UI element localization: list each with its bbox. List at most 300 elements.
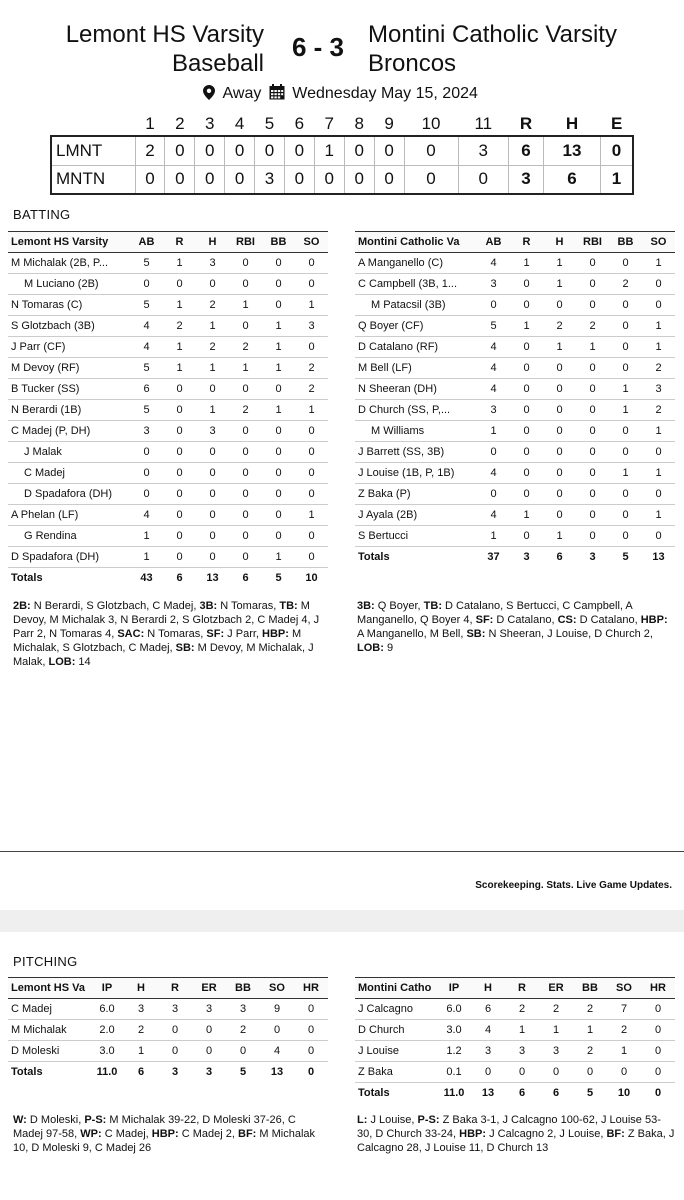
stat-value: 0: [641, 1020, 675, 1041]
note-text: M Devoy, M Michalak, J Malak,: [13, 642, 314, 668]
total-value: 3: [523, 551, 530, 564]
inning-runs: 0: [225, 165, 255, 194]
inning-runs: 0: [284, 165, 314, 194]
note-text: D Catalano,: [493, 614, 558, 626]
stat-value: 5: [130, 295, 163, 316]
inning-header: 9: [384, 113, 394, 133]
totals-label: Totals: [358, 551, 390, 564]
stat-value: 0: [163, 442, 196, 463]
stat-value: 0: [158, 1041, 192, 1062]
stat-value: 0: [196, 379, 229, 400]
stat-value: 0: [609, 442, 642, 463]
batter-row: [8, 253, 328, 274]
stat-value: 1: [196, 400, 229, 421]
inning-runs: 3: [255, 165, 285, 194]
inning-runs: 0: [344, 136, 374, 165]
inning-header: 2: [175, 113, 185, 133]
player-name: C Madej: [8, 463, 130, 484]
note-text: M Michalak 10, D Moleski 9, C Madej 26: [13, 1128, 316, 1154]
stat-value: 0: [163, 400, 196, 421]
player-name: C Madej (P, DH): [8, 421, 130, 442]
hits-header: H: [565, 113, 579, 133]
totals-label: Totals: [11, 572, 43, 585]
stat-value: 1.2: [437, 1041, 471, 1062]
note-text: Z Baka 3-1, J Calcagno 100-62, J Louise 53-30, D Church 33-24,: [357, 1114, 661, 1140]
note-text: Z Baka, J Calcagno 28, J Louise 11, D Church 13: [357, 1128, 675, 1154]
team-errors: 0: [600, 136, 633, 165]
column-header: RBI: [229, 232, 262, 253]
stat-value: 0: [262, 463, 295, 484]
note-text: D Moleski,: [26, 1114, 85, 1126]
stat-value: 0: [130, 463, 163, 484]
inning-header: 11: [474, 113, 493, 133]
column-header: ER: [192, 978, 226, 999]
team-col-header: [51, 112, 135, 136]
inning-runs: 2: [135, 136, 165, 165]
player-name: M Devoy (RF): [8, 358, 130, 379]
stat-value: 1: [642, 337, 675, 358]
batter-row: [8, 379, 328, 400]
home-pitching-notes: [357, 1113, 675, 1155]
stat-value: 0: [576, 400, 609, 421]
stat-value: 6.0: [90, 999, 124, 1020]
total-value: 3: [589, 551, 596, 564]
stat-value: 0: [130, 274, 163, 295]
stat-value: 0: [576, 526, 609, 547]
inning-runs: 0: [314, 165, 344, 194]
pitcher-row: [355, 1020, 675, 1041]
note-text: J Parr,: [224, 628, 263, 640]
stat-value: 0: [196, 526, 229, 547]
stat-value: 1: [163, 337, 196, 358]
stat-value: 1: [510, 253, 543, 274]
player-name: J Louise (1B, P, 1B): [355, 463, 477, 484]
section-divider: [0, 851, 684, 852]
stat-value: 0: [543, 421, 576, 442]
stat-value: 4: [477, 379, 510, 400]
batter-row: [355, 316, 675, 337]
total-value: 6: [137, 1066, 145, 1079]
stat-value: 1: [477, 421, 510, 442]
pitching-section-title: PITCHING: [13, 954, 78, 969]
location-label: Away: [222, 85, 262, 102]
stat-value: 0: [163, 526, 196, 547]
stat-value: 0: [229, 274, 262, 295]
stat-value: 1: [642, 505, 675, 526]
stat-value: 4: [477, 253, 510, 274]
batter-row: [8, 316, 328, 337]
note-text: M Devoy, M Michalak 3, N Berardi 2, S Glotzbach 2, C Madej 4, J Parr 2, N Tomaras 4,: [13, 600, 320, 640]
stat-value: 0: [192, 1041, 226, 1062]
stat-value: 4: [477, 337, 510, 358]
column-header: R: [163, 232, 196, 253]
stat-value: 4: [477, 358, 510, 379]
stat-value: 0: [295, 337, 328, 358]
stat-value: 2: [295, 358, 328, 379]
stat-value: 0: [196, 463, 229, 484]
stat-value: 1: [642, 421, 675, 442]
stat-value: 1: [510, 316, 543, 337]
inning-runs: 0: [344, 165, 374, 194]
stat-value: 9: [260, 999, 294, 1020]
stat-value: 2.0: [90, 1020, 124, 1041]
stat-value: 0: [294, 1020, 328, 1041]
stat-value: 0: [262, 295, 295, 316]
stat-value: 0: [510, 379, 543, 400]
stat-value: 1: [130, 547, 163, 568]
stat-value: 0: [609, 253, 642, 274]
stat-value: 3.0: [90, 1041, 124, 1062]
stat-value: 2: [196, 337, 229, 358]
total-value: 0: [654, 1087, 662, 1100]
stat-value: 2: [163, 316, 196, 337]
total-value: 6: [518, 1087, 526, 1100]
column-header: SO: [607, 978, 641, 999]
player-name: G Rendina: [8, 526, 130, 547]
total-value: 13: [652, 551, 665, 564]
stat-value: 0: [609, 295, 642, 316]
home-batting-table: [355, 231, 675, 568]
stat-value: 0: [543, 442, 576, 463]
column-header: H: [196, 232, 229, 253]
note-label: SB:: [466, 628, 486, 640]
stat-value: 2: [573, 999, 607, 1020]
stat-value: 1: [609, 400, 642, 421]
player-name: D Catalano (RF): [355, 337, 477, 358]
player-name: D Moleski: [8, 1041, 90, 1062]
batter-row: [355, 400, 675, 421]
total-value: 13: [481, 1087, 495, 1100]
stat-value: 4: [130, 337, 163, 358]
totals-row: [355, 1083, 675, 1104]
stat-value: 0: [477, 484, 510, 505]
away-pitching-notes: [13, 1113, 328, 1155]
note-label: SAC:: [117, 628, 145, 640]
total-value: 6: [556, 551, 563, 564]
column-header: BB: [226, 978, 260, 999]
total-value: 5: [275, 572, 282, 585]
stat-value: 0: [609, 316, 642, 337]
note-text: M Michalak 39-22, D Moleski 37-26, C Madej 97-58,: [13, 1114, 296, 1140]
total-value: 5: [586, 1087, 594, 1100]
batter-row: [355, 379, 675, 400]
stat-value: 0: [262, 442, 295, 463]
batter-row: [8, 400, 328, 421]
stat-value: 1: [295, 400, 328, 421]
total-value: 6: [242, 572, 249, 585]
stat-value: 1: [196, 316, 229, 337]
note-text: 14: [75, 656, 91, 668]
away-team-name: Lemont HS Varsity Baseball: [65, 21, 264, 77]
stat-value: 6: [471, 999, 505, 1020]
stat-value: 1: [576, 337, 609, 358]
stat-value: 0: [229, 505, 262, 526]
stat-value: 1: [543, 526, 576, 547]
stat-value: 0: [642, 442, 675, 463]
stat-value: 2: [576, 316, 609, 337]
pitcher-row: [355, 999, 675, 1020]
total-value: 3: [205, 1066, 213, 1079]
note-label: SB:: [175, 642, 195, 654]
stat-value: 0: [295, 421, 328, 442]
stat-value: 0: [196, 547, 229, 568]
stat-value: 0: [229, 253, 262, 274]
stat-value: 0: [510, 400, 543, 421]
totals-label: Totals: [358, 1087, 390, 1100]
stat-value: 0.1: [437, 1062, 471, 1083]
stat-value: 1: [573, 1020, 607, 1041]
player-name: M Michalak (2B, P...: [8, 253, 130, 274]
total-value: 11.0: [96, 1066, 118, 1079]
stat-value: 0: [294, 1041, 328, 1062]
inning-header: 7: [324, 113, 335, 133]
player-name: D Church (SS, P,...: [355, 400, 477, 421]
stat-value: 0: [510, 421, 543, 442]
batter-row: [8, 547, 328, 568]
stat-value: 4: [130, 316, 163, 337]
column-header: BB: [609, 232, 642, 253]
player-name: J Ayala (2B): [355, 505, 477, 526]
stat-value: 5: [130, 253, 163, 274]
stat-value: 0: [163, 484, 196, 505]
away-pitching-table: [8, 977, 328, 1083]
column-header: AB: [477, 232, 510, 253]
total-value: 10: [617, 1087, 631, 1100]
player-name: M Luciano (2B): [8, 274, 130, 295]
column-header: R: [505, 978, 539, 999]
stat-value: 1: [477, 526, 510, 547]
stat-value: 0: [609, 484, 642, 505]
total-value: 0: [307, 1066, 315, 1079]
note-label: BF:: [238, 1128, 257, 1140]
stat-value: 5: [130, 358, 163, 379]
stat-value: 0: [262, 505, 295, 526]
tagline: Scorekeeping. Stats. Live Game Updates.: [475, 880, 672, 891]
batter-row: [8, 505, 328, 526]
stat-value: 1: [163, 358, 196, 379]
inning-header: 1: [145, 113, 155, 133]
stat-value: 0: [295, 442, 328, 463]
total-value: 43: [140, 572, 153, 585]
stat-value: 3: [130, 421, 163, 442]
location-pin-icon: [203, 85, 215, 100]
inning-runs: 3: [458, 136, 508, 165]
stat-value: 0: [295, 547, 328, 568]
inning-runs: 0: [374, 165, 404, 194]
stat-value: 0: [642, 274, 675, 295]
stat-value: 0: [229, 526, 262, 547]
note-text: A Manganello, M Bell,: [357, 628, 467, 640]
pitcher-row: [8, 1041, 328, 1062]
player-name: Z Baka (P): [355, 484, 477, 505]
batter-row: [8, 484, 328, 505]
game-header: [0, 18, 684, 78]
stat-value: 0: [576, 421, 609, 442]
inning-header: 6: [294, 113, 305, 133]
stat-value: 1: [163, 253, 196, 274]
stat-value: 0: [510, 358, 543, 379]
stat-value: 1: [262, 400, 295, 421]
away-batting-table: [8, 231, 328, 589]
total-value: 11.0: [443, 1087, 465, 1100]
stat-value: 0: [294, 999, 328, 1020]
line-score: [50, 112, 634, 195]
column-header: SO: [642, 232, 675, 253]
stat-value: 0: [163, 421, 196, 442]
stat-value: 0: [539, 1062, 573, 1083]
total-value: 6: [552, 1087, 560, 1100]
note-text: C Madej 2,: [178, 1128, 238, 1140]
stat-value: 0: [609, 505, 642, 526]
stat-value: 2: [229, 337, 262, 358]
game-meta: [0, 84, 684, 103]
final-score: 6 - 3: [291, 32, 345, 62]
column-header: SO: [295, 232, 328, 253]
note-label: TB:: [279, 600, 298, 612]
gray-spacer: [0, 910, 684, 932]
note-label: SF:: [206, 628, 225, 640]
game-date: Wednesday May 15, 2024: [292, 85, 478, 102]
stat-value: 1: [609, 463, 642, 484]
column-header: H: [124, 978, 158, 999]
stat-value: 0: [576, 274, 609, 295]
inning-runs: 0: [255, 136, 285, 165]
stat-value: 4: [477, 505, 510, 526]
batter-row: [355, 421, 675, 442]
column-header: R: [510, 232, 543, 253]
team-runs: 6: [508, 136, 543, 165]
stat-value: 0: [642, 484, 675, 505]
stat-value: 0: [576, 484, 609, 505]
stat-value: 0: [510, 295, 543, 316]
player-name: J Parr (CF): [8, 337, 130, 358]
note-label: HBP:: [459, 1128, 487, 1140]
home-pitching-table: [355, 977, 675, 1104]
note-label: 2B:: [13, 600, 31, 612]
batter-row: [355, 505, 675, 526]
player-name: A Manganello (C): [355, 253, 477, 274]
batter-row: [355, 484, 675, 505]
stat-value: 0: [260, 1020, 294, 1041]
note-text: D Catalano, S Bertucci, C Campbell, A Manganello, Q Boyer 4,: [357, 600, 633, 626]
stat-value: 3: [539, 1041, 573, 1062]
stat-value: 0: [295, 253, 328, 274]
stat-value: 0: [576, 253, 609, 274]
stat-value: 0: [543, 484, 576, 505]
stat-value: 2: [124, 1020, 158, 1041]
pitcher-row: [8, 1020, 328, 1041]
stat-value: 3: [192, 999, 226, 1020]
player-name: C Campbell (3B, 1...: [355, 274, 477, 295]
stat-value: 0: [130, 484, 163, 505]
stat-value: 0: [543, 463, 576, 484]
column-header: HR: [641, 978, 675, 999]
column-header: Lemont HS Va: [8, 978, 90, 999]
stat-value: 0: [576, 442, 609, 463]
line-score-row: [51, 136, 633, 165]
batter-row: [8, 442, 328, 463]
stat-value: 0: [163, 547, 196, 568]
player-name: Q Boyer (CF): [355, 316, 477, 337]
inning-header: 3: [204, 113, 215, 133]
stat-value: 0: [262, 274, 295, 295]
batter-row: [355, 463, 675, 484]
totals-row: [8, 1062, 328, 1083]
team-abbrev: LMNT: [51, 136, 135, 165]
stat-value: 2: [505, 999, 539, 1020]
stat-value: 0: [229, 421, 262, 442]
inning-runs: 0: [458, 165, 508, 194]
stat-value: 1: [262, 547, 295, 568]
home-batting-notes: [357, 599, 675, 655]
stat-value: 0: [576, 463, 609, 484]
stat-value: 0: [130, 442, 163, 463]
stat-value: 0: [609, 358, 642, 379]
player-name: C Madej: [8, 999, 90, 1020]
calendar-icon: [269, 84, 285, 100]
note-text: Q Boyer,: [374, 600, 424, 612]
inning-runs: 0: [195, 136, 225, 165]
totals-row: [8, 568, 328, 589]
inning-header: 5: [264, 113, 275, 133]
player-name: J Barrett (SS, 3B): [355, 442, 477, 463]
stat-value: 3: [471, 1041, 505, 1062]
column-header: R: [158, 978, 192, 999]
column-header: H: [471, 978, 505, 999]
note-text: N Berardi, S Glotzbach, C Madej,: [30, 600, 200, 612]
stat-value: 3: [124, 999, 158, 1020]
stat-value: 0: [576, 295, 609, 316]
stat-value: 0: [196, 274, 229, 295]
stat-value: 1: [510, 505, 543, 526]
player-name: S Glotzbach (3B): [8, 316, 130, 337]
stat-value: 0: [295, 484, 328, 505]
note-label: HBP:: [151, 1128, 179, 1140]
stat-value: 1: [543, 274, 576, 295]
note-text: N Tomaras,: [217, 600, 280, 612]
away-batting-notes: [13, 599, 328, 669]
stat-value: 0: [510, 442, 543, 463]
stat-value: 0: [576, 358, 609, 379]
stat-value: 1: [642, 316, 675, 337]
team-hits: 13: [544, 136, 601, 165]
note-label: HBP:: [262, 628, 289, 640]
stat-value: 0: [642, 295, 675, 316]
note-label: TB:: [423, 600, 442, 612]
stat-value: 4: [130, 505, 163, 526]
stat-value: 0: [229, 463, 262, 484]
note-text: N Sheeran, J Louise, D Church 2,: [485, 628, 653, 640]
stat-value: 2: [642, 358, 675, 379]
note-label: HBP:: [640, 614, 668, 626]
player-name: D Spadafora (DH): [8, 484, 130, 505]
note-label: 3B:: [199, 600, 218, 612]
stat-value: 0: [641, 999, 675, 1020]
home-team-name: Montini Catholic Varsity Broncos: [368, 21, 617, 77]
note-text: J Calcagno 2, J Louise,: [486, 1128, 607, 1140]
column-header: IP: [90, 978, 124, 999]
stat-value: 0: [229, 442, 262, 463]
totals-label: Totals: [11, 1066, 43, 1079]
stat-value: 2: [642, 400, 675, 421]
stat-value: 1: [262, 316, 295, 337]
player-name: M Patacsil (3B): [355, 295, 477, 316]
stat-value: 7: [607, 999, 641, 1020]
total-value: 10: [305, 572, 318, 585]
team-abbrev: MNTN: [51, 165, 135, 194]
stat-value: 3: [295, 316, 328, 337]
stat-value: 0: [543, 295, 576, 316]
